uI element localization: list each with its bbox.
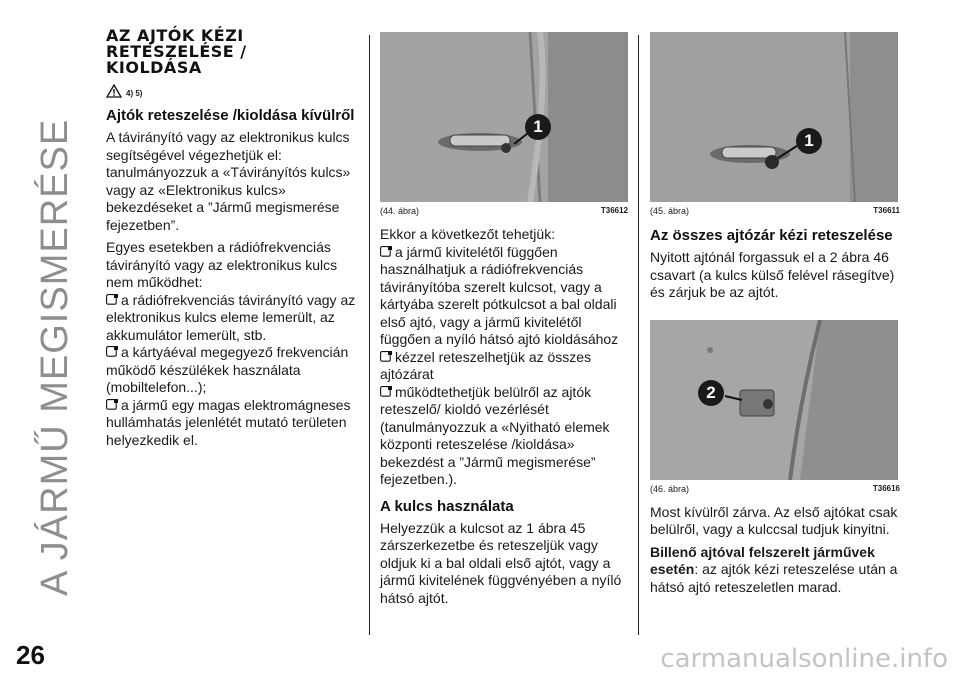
- column-divider: [369, 35, 370, 635]
- paragraph: Most kívülről zárva. Az első ajtókat csak belülről, vagy a kulccsal tudjuk kinyitni.: [650, 503, 898, 537]
- callout-badge: 1: [796, 128, 822, 154]
- paragraph: Nyitott ajtónál forgassuk el a 2 ábra 46 csavart (a kulcs külső felével rásegítve) és zárjuk be az ajtót.: [650, 249, 895, 300]
- warning-triangle-icon: [106, 84, 122, 98]
- list-item: működtethetjük belülről az ajtók reteszelő/ kioldó vezérlését (tanulmányozzuk a «Nyitható elemek központi reteszelése /kioldása» bekezdést a ”Jármű megismerése” fejezetben.).: [380, 383, 610, 487]
- subsection-heading: A kulcs használata: [380, 497, 514, 515]
- figure-46-door-latch-photo: [650, 320, 898, 480]
- figure-caption: (46. ábra) T36616: [650, 483, 900, 494]
- figure-caption: (45. ábra) T36611: [650, 206, 900, 216]
- bullet-icon: [380, 384, 392, 394]
- paragraph: Ekkor a következőt tehetjük:: [380, 226, 556, 242]
- page-number: 26: [16, 640, 45, 670]
- list-item: kézzel reteszelhetjük az összes ajtózárat: [380, 348, 592, 382]
- key-lock-illustration: [650, 32, 898, 202]
- column-3: [650, 32, 900, 601]
- subsection-heading: Ajtók reteszelése /kioldása kívülről: [106, 107, 355, 124]
- door-handle-illustration: [380, 32, 628, 202]
- paragraph: Egyes esetekben a rádiófrekvenciás távirányító vagy az elektronikus kulcs nem működhet:: [106, 239, 338, 290]
- section-title-line: AZ AJTÓK KÉZI: [106, 26, 244, 45]
- callout-badge: 1: [525, 114, 551, 140]
- list-item: a kártyáéval megegyező frekvencián működő készülékek használata (mobiltelefon...);: [106, 344, 349, 395]
- paragraph: A távirányító vagy az elektronikus kulcs segítségével végezhetjük el: tanulmányozzuk a «Távirányítós kulcs» vagy az «Elektronikus kulcs» bekezdéseket a ”Jármű megismerése fejezetben”.: [106, 129, 351, 233]
- section-title-line: RETESZELÉSE /: [106, 42, 247, 61]
- bullet-icon: [380, 349, 392, 359]
- chapter-side-title: A JÁRMŰ MEGISMERÉSE: [34, 118, 76, 596]
- paragraph-rest: : az ajtók kézi reteszelése után a hátsó ajtó reteszeletlen marad.: [650, 561, 898, 595]
- section-title: [106, 28, 358, 76]
- figure-45-key-lock-photo: [650, 32, 898, 202]
- bold-lead: Billenő ajtóval felszerelt járművek esetén: [650, 543, 875, 577]
- bullet-icon: [106, 397, 118, 407]
- callout-badge: 2: [698, 380, 724, 406]
- column-1: [106, 28, 358, 449]
- figure-44-door-handle-photo: [380, 32, 628, 202]
- warning-reference: [106, 84, 358, 98]
- warning-ref-numbers: 4) 5): [126, 89, 143, 98]
- bullet-icon: [106, 292, 118, 302]
- list-item: a jármű egy magas elektromágneses hullámhatás jelenlétét mutató területen helyezkedik el.: [106, 396, 351, 448]
- watermark: carmanualsonline.info: [660, 644, 948, 674]
- list-item: a rádiófrekvenciás távirányító vagy az elektronikus kulcs eleme lemerült, az akkumulátor lemerült, stb.: [106, 291, 356, 343]
- column-divider: [638, 35, 639, 635]
- bullet-icon: [106, 344, 118, 354]
- bullet-icon: [380, 244, 392, 254]
- paragraph: [650, 544, 900, 597]
- section-title-line: KIOLDÁSA: [106, 58, 202, 77]
- subsection-heading: Az összes ajtózár kézi reteszelése: [650, 227, 893, 244]
- figure-caption: (44. ábra) T36612: [380, 206, 628, 216]
- column-2: [380, 32, 628, 612]
- list-item: a jármű kivitelétől függően használhatjuk a rádiófrekvenciás távirányítóba szerelt kulcsot, vagy a kártyába szerelt pótkulcsot a bal oldali első ajtó, vagy a jármű kivitelétől függően a nyíló hátsó ajtó kioldásához: [380, 243, 619, 347]
- door-latch-illustration: [650, 320, 898, 480]
- paragraph: Helyezzük a kulcsot az 1 ábra 45 zárszerkezetbe és reteszeljük vagy oldjuk ki a bal oldali első ajtót, vagy a jármű kivitelének függvényében a nyíló hátsó ajtót.: [380, 519, 622, 606]
